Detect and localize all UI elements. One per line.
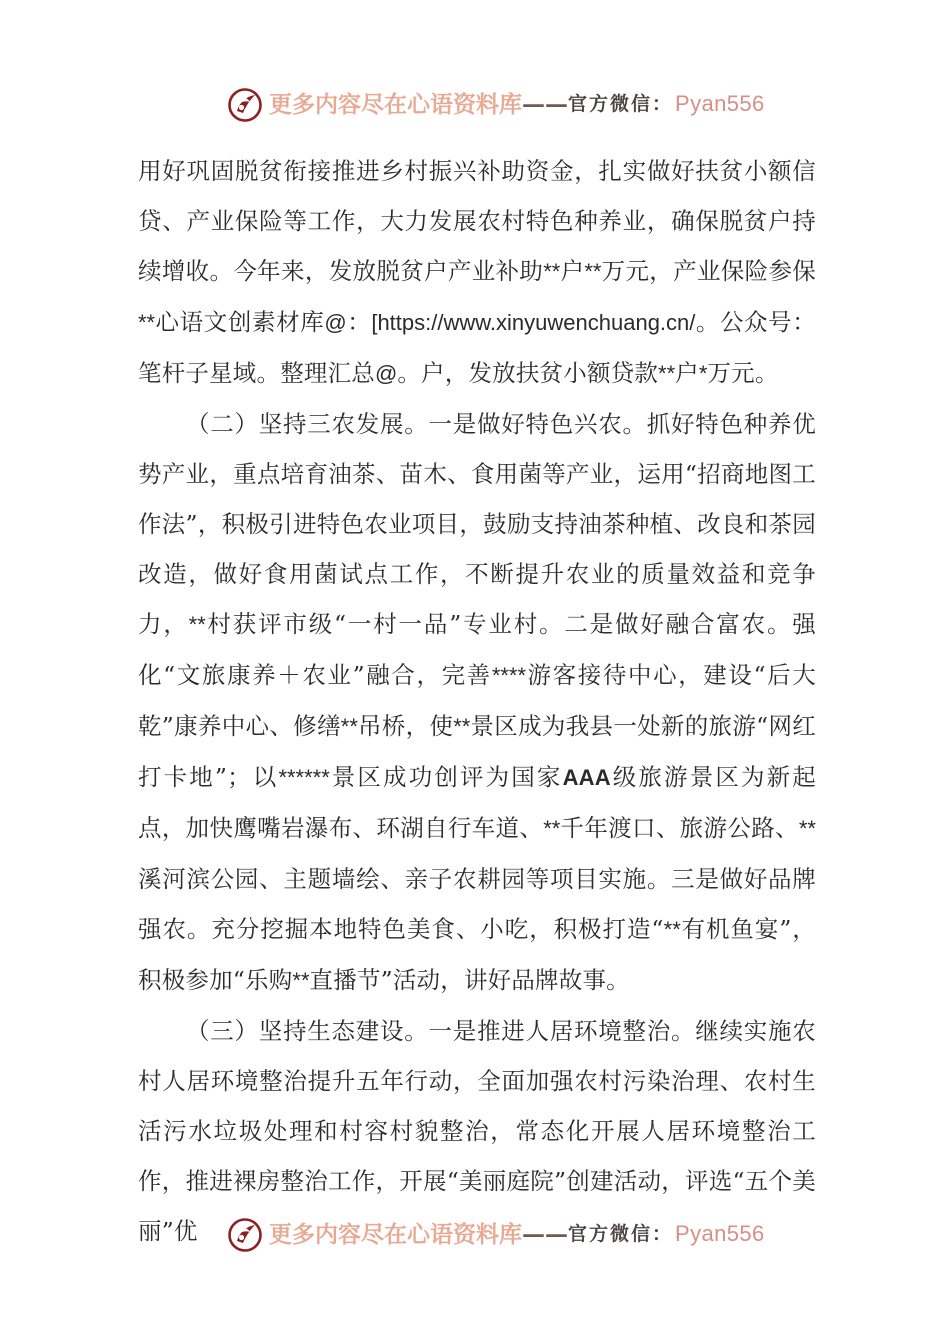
text-run: ****: [491, 663, 527, 688]
watermark-main-text: 更多内容尽在心语资料库: [269, 90, 522, 118]
watermark-label: 官方微信：: [568, 1222, 674, 1245]
text-run: ：: [346, 308, 372, 336]
text-run: ******: [278, 765, 330, 790]
text-run: 景区成功创评为国家: [329, 763, 563, 791]
circular-emblem-logo-icon: [228, 88, 262, 122]
text-run: 。公众号：笔杆子星域。整理汇总: [138, 308, 817, 387]
watermark-label: 官方微信：: [568, 92, 674, 115]
text-run: @: [324, 310, 347, 335]
watermark-main-text: 更多内容尽在心语资料库: [269, 1220, 522, 1248]
watermark-wechat-id: Pyan556: [675, 91, 765, 116]
text-run: **: [340, 714, 358, 739]
text-run: 千年渡口、旅游公路、: [560, 814, 799, 842]
text-run: 万元，产业保险参保: [601, 257, 816, 285]
text-run: **: [453, 714, 471, 739]
text-run: **: [798, 816, 816, 841]
text-run: 户: [675, 359, 699, 387]
text-run: **: [663, 917, 681, 942]
text-run: *: [698, 361, 708, 386]
text-run: 直播节”活动，讲好品牌故事。: [309, 966, 630, 994]
circular-emblem-logo-icon: [228, 1218, 262, 1252]
text-run: 级旅游景区为新起点，加快鹰嘴岩瀑布、环湖自行车道、: [138, 763, 816, 842]
text-run: **: [543, 816, 561, 841]
text-run: （二）坚持三农发展。一是做好特色兴农。抓好特色种养优势产业，重点培育油茶、苗木、食用菌等产业，运用“招商地图工作法”，积极引进特色农业项目，鼓励支持油茶种植、改良和茶园改造，做好食用菌试点工作，不断提升农业的质量效益和竞争力，: [138, 410, 816, 638]
text-run: @: [375, 361, 398, 386]
text-run: 。户，发放扶贫小额贷款: [397, 359, 659, 387]
text-run: 溪河滨公园、主题墙绘、亲子农耕园等项目实施。三是做好品牌强农。充分挖掘本地特色美食、小吃，积极打造“: [138, 865, 816, 943]
text-run: 户: [560, 257, 585, 285]
text-run: 有机鱼宴”，积极参加“乐购: [138, 915, 816, 994]
text-run: **: [658, 361, 676, 386]
text-run: 万元。: [707, 359, 779, 387]
text-run: **: [584, 259, 602, 284]
text-run: 景区成为我县一处新的旅游“网红打卡地”；以: [138, 712, 816, 791]
document-body: [138, 146, 816, 1256]
text-run: 用好巩固脱贫衔接推进乡村振兴补助资金，扎实做好扶贫小额信贷、产业保险等工作，大力发展农村特色种养业，确保脱贫户持续增收。今年来，发放脱贫户产业补助: [138, 157, 816, 285]
text-run: AAA: [562, 765, 611, 790]
text-run: **: [138, 310, 156, 335]
text-run: **: [543, 259, 561, 284]
watermark-header: [0, 78, 950, 130]
watermark-dash: ——: [522, 1220, 568, 1248]
text-run: **: [188, 612, 206, 637]
text-run: 游客接待中心，建设“后大乾”康养中心、修缮: [138, 661, 816, 740]
watermark-dash: ——: [522, 90, 568, 118]
para-section-two: [138, 399, 816, 1006]
text-run: 心语文创素材库: [155, 308, 325, 336]
para-funding: [138, 146, 816, 399]
watermark-footer: [0, 1208, 950, 1260]
text-run: 吊桥，使: [357, 712, 454, 740]
watermark-wechat-id: Pyan556: [675, 1221, 765, 1246]
text-run: 村获评市级“一村一品”专业村。二是做好融合富农。强化“文旅康养＋农业”融合，完善: [138, 610, 816, 689]
text-run: （三）坚持生态建设。一是推进人居环境整治。继续实施农村人居环境整治提升五年行动，全面加强农村污染治理、农村生活污水垃圾处理和村容村貌整治，常态化开展人居环境整治工作，推进裸房整治工作，开展“美丽庭院”创建活动，评选“五个美丽”优: [138, 1017, 816, 1245]
text-run: [https://www.xinyuwenchuang.cn/: [371, 310, 696, 335]
text-run: **: [292, 968, 310, 993]
